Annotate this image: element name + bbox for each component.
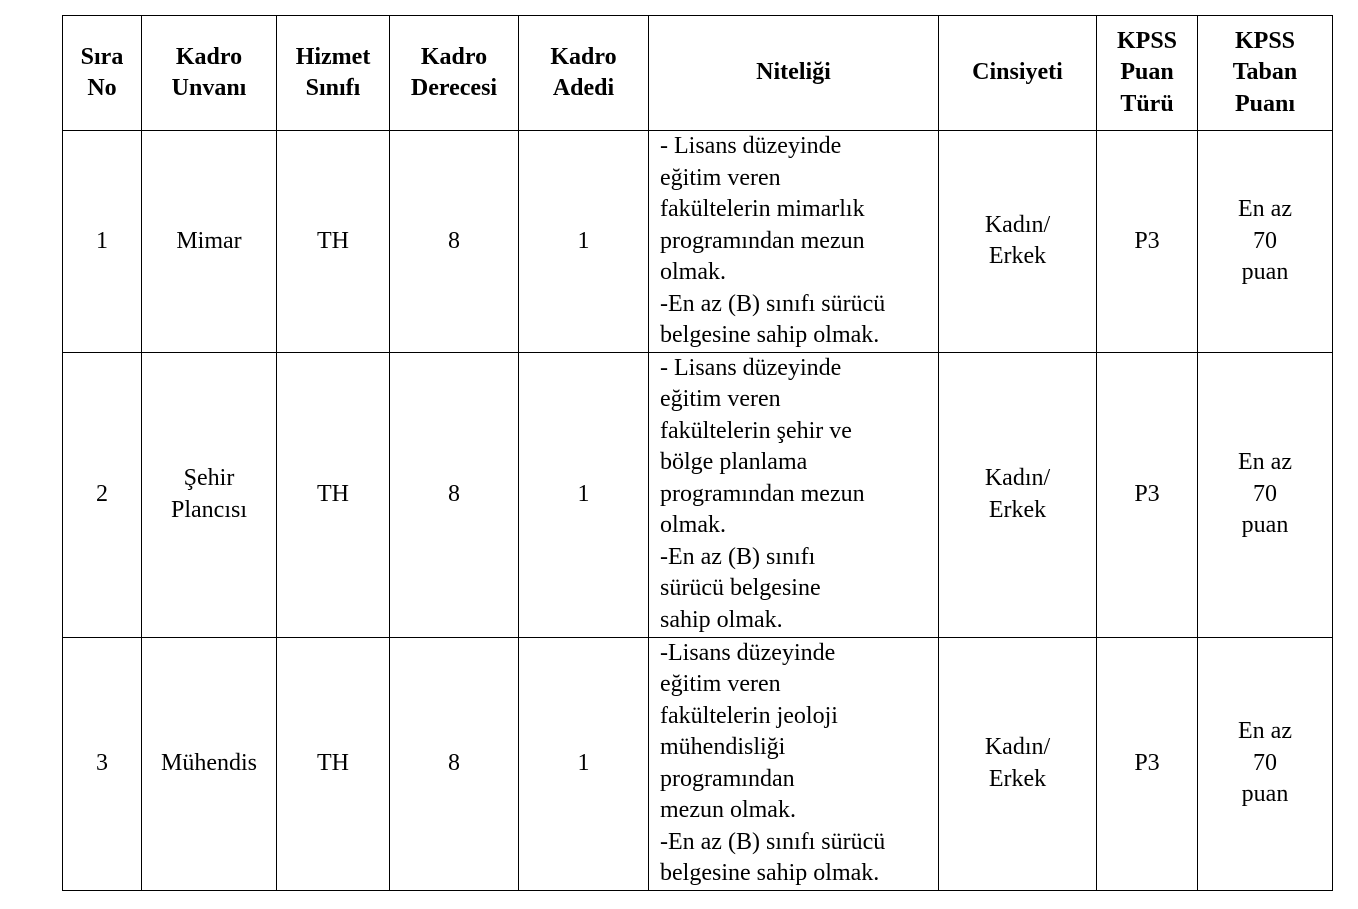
kadro-table: [62, 15, 1333, 891]
header-row: [63, 16, 1333, 131]
table-row: [63, 131, 1333, 353]
cell-niteligi: - Lisans düzeyinde eğitim veren fakültelerin mimarlık programından mezun olmak. -En az (B) sınıfı sürücü belgesine sahip olmak.: [649, 131, 939, 353]
cell-sira-no: 2: [63, 352, 142, 637]
cell-kadro-adedi: 1: [519, 352, 649, 637]
header-hizmet-sinifi: Hizmet Sınıfı: [277, 16, 390, 131]
cell-cinsiyeti: Kadın/ Erkek: [939, 637, 1097, 890]
header-niteligi: Niteliği: [649, 16, 939, 131]
cell-kadro-unvani: Mühendis: [142, 637, 277, 890]
header-cinsiyeti: Cinsiyeti: [939, 16, 1097, 131]
cell-kpss-puan-turu: P3: [1097, 637, 1198, 890]
cell-cinsiyeti: Kadın/ Erkek: [939, 131, 1097, 353]
cell-kadro-unvani: Mimar: [142, 131, 277, 353]
cell-kpss-taban-puani: En az 70 puan: [1198, 637, 1333, 890]
cell-kadro-derecesi: 8: [390, 637, 519, 890]
header-kadro-derecesi: Kadro Derecesi: [390, 16, 519, 131]
cell-cinsiyeti: Kadın/ Erkek: [939, 352, 1097, 637]
cell-sira-no: 3: [63, 637, 142, 890]
cell-kadro-derecesi: 8: [390, 352, 519, 637]
cell-hizmet-sinifi: TH: [277, 131, 390, 353]
cell-sira-no: 1: [63, 131, 142, 353]
cell-kadro-adedi: 1: [519, 131, 649, 353]
cell-hizmet-sinifi: TH: [277, 637, 390, 890]
header-kadro-unvani: Kadro Unvanı: [142, 16, 277, 131]
cell-kpss-puan-turu: P3: [1097, 131, 1198, 353]
header-kpss-puan-turu: KPSS Puan Türü: [1097, 16, 1198, 131]
cell-niteligi: - Lisans düzeyinde eğitim veren fakültelerin şehir ve bölge planlama programından mezun olmak. -En az (B) sınıfı sürücü belgesine sahip olmak.: [649, 352, 939, 637]
cell-kadro-adedi: 1: [519, 637, 649, 890]
header-sira-no: Sıra No: [63, 16, 142, 131]
cell-niteligi: -Lisans düzeyinde eğitim veren fakültelerin jeoloji mühendisliği programından mezun olmak. -En az (B) sınıfı sürücü belgesine sahip olmak.: [649, 637, 939, 890]
table-row: [63, 352, 1333, 637]
cell-kpss-puan-turu: P3: [1097, 352, 1198, 637]
table-row: [63, 637, 1333, 890]
cell-hizmet-sinifi: TH: [277, 352, 390, 637]
cell-kpss-taban-puani: En az 70 puan: [1198, 131, 1333, 353]
cell-kpss-taban-puani: En az 70 puan: [1198, 352, 1333, 637]
cell-kadro-unvani: Şehir Plancısı: [142, 352, 277, 637]
header-kpss-taban-puani: KPSS Taban Puanı: [1198, 16, 1333, 131]
header-kadro-adedi: Kadro Adedi: [519, 16, 649, 131]
cell-kadro-derecesi: 8: [390, 131, 519, 353]
